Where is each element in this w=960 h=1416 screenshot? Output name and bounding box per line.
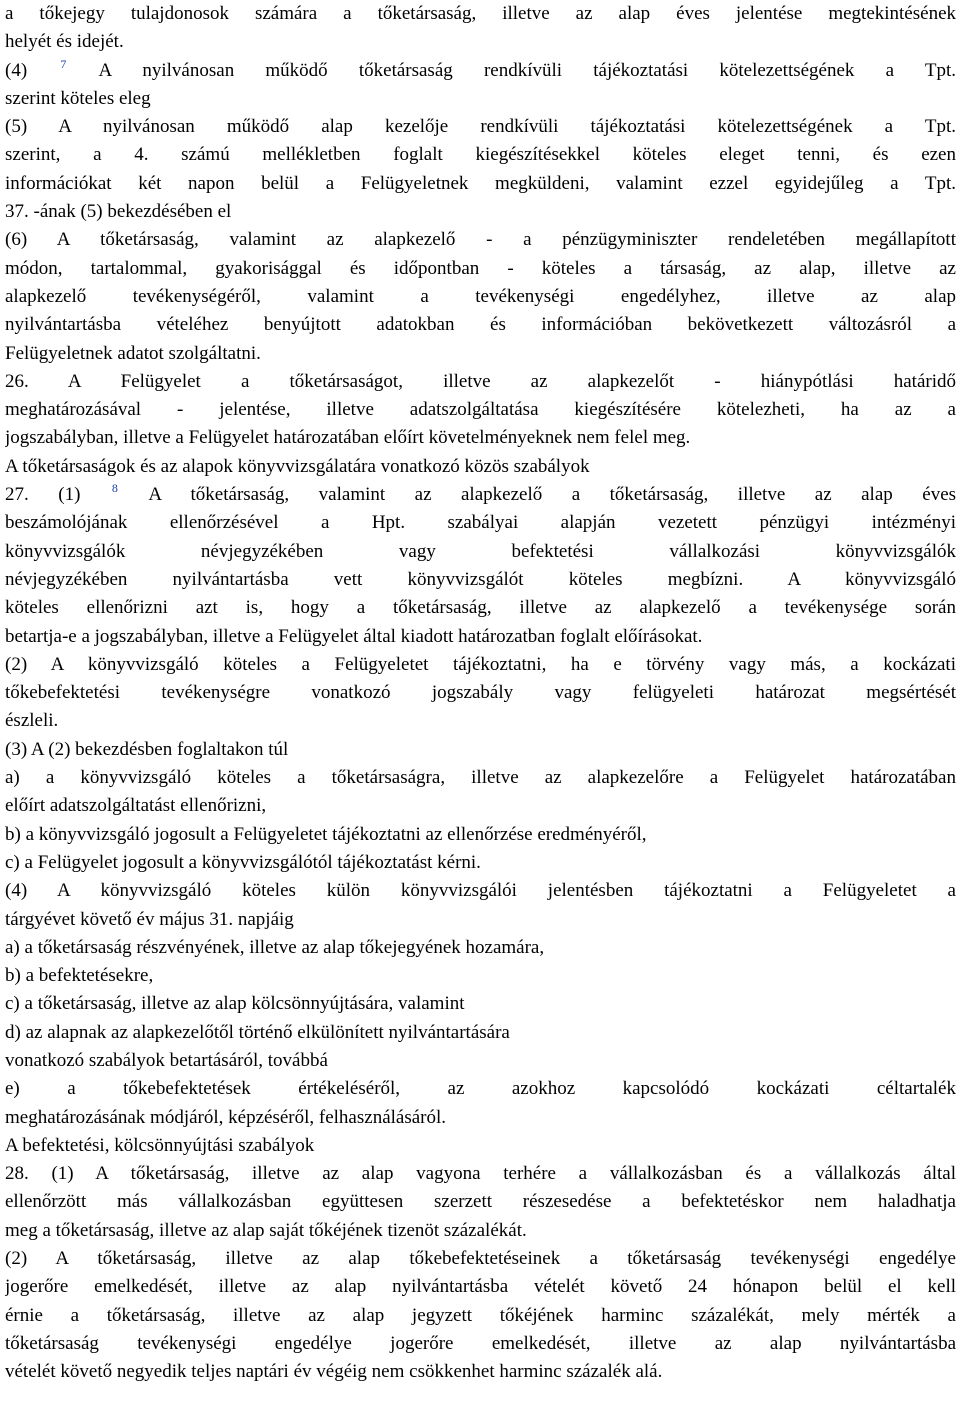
text-line	[5, 1217, 956, 1245]
text-line	[5, 679, 956, 707]
line-text: A tőketársaságok és az alapok könyvvizsgálatára vonatkozó közös szabályok	[5, 455, 590, 477]
line-text: tőkebefektetési tevékenységre vonatkozó jogszabály vagy felügyeleti határozat megsértését	[5, 682, 956, 704]
footnote-reference[interactable]: 7	[60, 56, 67, 71]
line-text: érnie a tőketársaság, illetve az alap jegyzett tőkéjének harminc százalékát, mely mérték a	[5, 1304, 956, 1326]
line-text: a) a tőketársaság részvényének, illetve az alap tőkejegyének hozamára,	[5, 936, 545, 958]
text-line	[5, 594, 956, 622]
text-line	[5, 0, 956, 28]
line-prefix: (4)	[5, 59, 28, 81]
text-line	[5, 368, 956, 396]
line-text: b) a befektetésekre,	[5, 965, 154, 987]
text-line	[5, 283, 956, 311]
line-text: meghatározásának módjáról, képzéséről, felhasználásáról.	[5, 1106, 447, 1128]
line-prefix: 27. (1)	[5, 484, 81, 506]
text-line	[5, 1273, 956, 1301]
text-line	[5, 877, 956, 905]
text-line	[5, 1019, 956, 1047]
line-text: (2) A könyvvizsgáló köteles a Felügyeletet tájékoztatni, ha e törvény vagy más, a kockázati	[5, 653, 956, 675]
line-text: betartja-e a jogszabályban, illetve a Felügyelet által kiadott határozatban foglalt előírásokat.	[5, 625, 703, 647]
text-line	[5, 141, 956, 169]
line-text: nyilvántartásba vételéhez benyújtott adatokban és információban bekövetkezett változásról a	[5, 314, 956, 336]
line-text: vonatkozó szabályok betartásáról, továbbá	[5, 1049, 328, 1071]
line-text: módon, tartalommal, gyakorisággal és időpontban - köteles a társaság, az alap, illetve az	[5, 257, 956, 279]
line-text: A tőketársaság, valamint az alapkezelő a tőketársaság, illetve az alap éves	[148, 484, 956, 506]
line-text: tőketársaság tevékenységi engedélye jogerőre emelkedését, illetve az alap nyilvántartásba	[5, 1332, 956, 1354]
text-line	[5, 764, 956, 792]
text-line	[5, 255, 956, 283]
text-line	[5, 226, 956, 254]
line-text: meg a tőketársaság, illetve az alap saját tőkéjének tizenöt százalékát.	[5, 1219, 527, 1241]
text-line	[5, 651, 956, 679]
text-line	[5, 340, 956, 368]
line-text: A befektetési, kölcsönnyújtási szabályok	[5, 1134, 315, 1156]
line-text: Felügyeletnek adatot szolgáltatni.	[5, 342, 261, 364]
line-text: könyvvizsgálók névjegyzékében vagy befektetési vállalkozási könyvvizsgálók	[5, 540, 956, 562]
text-line	[5, 113, 956, 141]
text-line	[5, 1160, 956, 1188]
line-text: jogerőre emelkedését, illetve az alap nyilvántartásba vételét követő 24 hónapon belül el kell	[5, 1276, 956, 1298]
text-line	[5, 57, 956, 85]
line-text: c) a Felügyelet jogosult a könyvvizsgálótól tájékoztatást kérni.	[5, 851, 481, 873]
line-text: a) a könyvvizsgáló köteles a tőketársaságra, illetve az alapkezelőre a Felügyelet határozatában	[5, 767, 956, 789]
line-text: (4) A könyvvizsgáló köteles külön könyvvizsgálói jelentésben tájékoztatni a Felügyeletet a	[5, 880, 956, 902]
line-text: szerint köteles eleg	[5, 87, 151, 109]
text-line	[5, 990, 956, 1018]
text-line	[5, 849, 956, 877]
text-line	[5, 1245, 956, 1273]
line-text: alapkezelő tevékenységéről, valamint a tevékenységi engedélyhez, illetve az alap	[5, 285, 956, 307]
text-line	[5, 623, 956, 651]
text-line	[5, 170, 956, 198]
line-text: előírt adatszolgáltatást ellenőrizni,	[5, 795, 267, 817]
line-text: (3) A (2) bekezdésben foglaltakon túl	[5, 738, 289, 760]
line-text: (5) A nyilvánosan működő alap kezelője rendkívüli tájékoztatási kötelezettségének a Tpt.	[5, 116, 956, 138]
text-line	[5, 962, 956, 990]
line-text: szerint, a 4. számú mellékletben foglalt kiegészítésekkel köteles eleget tenni, és ezen	[5, 144, 956, 166]
line-text: névjegyzékében nyilvántartásba vett könyvvizsgálót köteles megbízni. A könyvvizsgáló	[5, 568, 956, 590]
line-text: beszámolójának ellenőrzésével a Hpt. szabályai alapján vezetett pénzügyi intézményi	[5, 512, 956, 534]
text-line	[5, 509, 956, 537]
text-line	[5, 1302, 956, 1330]
line-text: jogszabályban, illetve a Felügyelet határozatában előírt követelményeknek nem felel meg.	[5, 427, 691, 449]
text-line	[5, 1330, 956, 1358]
text-line	[5, 1188, 956, 1216]
line-prefix: 26.	[5, 370, 29, 392]
text-line	[5, 1358, 956, 1386]
text-line	[5, 1075, 956, 1103]
line-text: ellenőrzött más vállalkozásban együttesen szerzett részesedése a befektetéskor nem haladhatja	[5, 1191, 956, 1213]
line-text: d) az alapnak az alapkezelőtől történő elkülönített nyilvántartására	[5, 1021, 510, 1043]
text-line	[5, 792, 956, 820]
line-text: észleli.	[5, 710, 59, 732]
line-text: tárgyévet követő év május 31. napjáig	[5, 908, 294, 930]
line-text: (6) A tőketársaság, valamint az alapkezelő - a pénzügyminiszter rendeletében megállapított	[5, 229, 956, 251]
text-line	[5, 198, 956, 226]
text-line	[5, 1132, 956, 1160]
text-line	[5, 566, 956, 594]
text-line	[5, 481, 956, 509]
footnote-reference[interactable]: 8	[111, 481, 118, 496]
text-line	[5, 424, 956, 452]
text-line	[5, 311, 956, 339]
text-line	[5, 396, 956, 424]
line-text: (2) A tőketársaság, illetve az alap tőkebefektetéseinek a tőketársaság tevékenységi engedélye	[5, 1248, 956, 1270]
text-line	[5, 906, 956, 934]
text-line	[5, 1047, 956, 1075]
text-line	[5, 85, 956, 113]
line-text: vételét követő negyedik teljes naptári év végéig nem csökkenhet harminc százalék alá.	[5, 1361, 663, 1383]
text-line	[5, 736, 956, 764]
text-line	[5, 934, 956, 962]
line-text: a tőkejegy tulajdonosok számára a tőketársaság, illetve az alap éves jelentése megtekintésének	[5, 3, 956, 24]
line-text: e) a tőkebefektetések értékeléséről, az azokhoz kapcsolódó kockázati céltartalék	[5, 1078, 956, 1100]
line-text: c) a tőketársaság, illetve az alap kölcsönnyújtására, valamint	[5, 993, 465, 1015]
text-line	[5, 707, 956, 735]
text-line	[5, 28, 956, 56]
line-text: meghatározásával - jelentése, illetve adatszolgáltatása kiegészítésére kötelezheti, ha az a	[5, 399, 956, 421]
line-text: A nyilvánosan működő tőketársaság rendkívüli tájékoztatási kötelezettségének a Tpt.	[98, 59, 956, 81]
line-text: helyét és idejét.	[5, 31, 124, 53]
line-text: A Felügyelet a tőketársaságot, illetve az alapkezelőt - hiánypótlási határidő	[67, 370, 956, 392]
line-text: 28. (1) A tőketársaság, illetve az alap vagyona terhére a vállalkozásban és a vállalkozás által	[5, 1163, 956, 1185]
text-line	[5, 821, 956, 849]
line-text: b) a könyvvizsgáló jogosult a Felügyeletet tájékoztatni az ellenőrzése eredményéről,	[5, 823, 647, 845]
text-line	[5, 1104, 956, 1132]
line-text: 37. -ának (5) bekezdésében el	[5, 201, 232, 223]
text-line	[5, 453, 956, 481]
line-text: információkat két napon belül a Felügyeletnek megküldeni, valamint ezzel egyidejűleg a Tpt.	[5, 172, 956, 194]
line-text: köteles ellenőrizni azt is, hogy a tőketársaság, illetve az alapkezelő a tevékenysége során	[5, 597, 956, 619]
text-line	[5, 538, 956, 566]
